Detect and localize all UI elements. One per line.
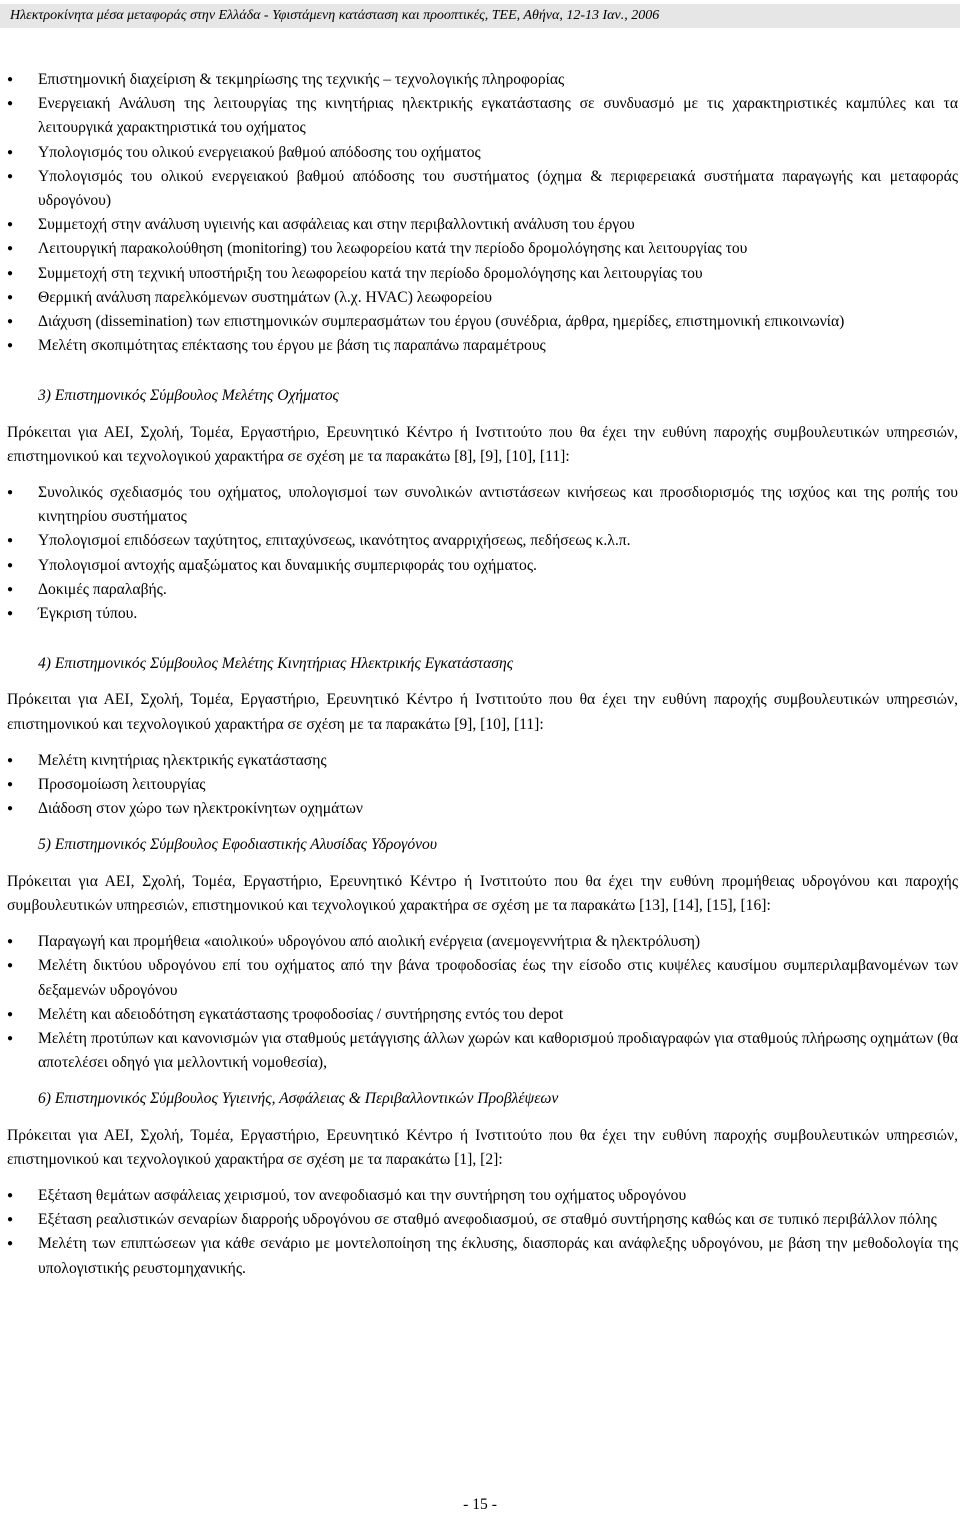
list-item: ● Μελέτη προτύπων και κανονισμών για σταθμούς μετάγγισης άλλων χωρών και καθορισμού προδιαγραφών για σταθμούς πλήρωσης οχημάτων (θα αποτελέσει οδηγό για μελλοντική νομοθεσία), <box>7 1027 958 1075</box>
list-item: ● Υπολογισμός του ολικού ενεργειακού βαθμού απόδοσης του συστήματος (όχημα & περιφερειακά συστήματα παραγωγής και μεταφοράς υδρογόνου) <box>7 165 958 213</box>
list-item: ● Διάδοση στον χώρο των ηλεκτροκίνητων οχημάτων <box>7 797 958 821</box>
section-5-title: 5) Επιστημονικός Σύμβουλος Εφοδιαστικής Αλυσίδας Υδρογόνου <box>38 836 437 854</box>
section-5-list <box>7 930 958 1075</box>
list-item: ● Προσομοίωση λειτουργίας <box>7 773 958 797</box>
list-item: ● Παραγωγή και προμήθεια «αιολικού» υδρογόνου από αιολική ενέργεια (ανεμογεννήτρια & ηλεκτρόλυση) <box>7 930 958 954</box>
section-4-title: 4) Επιστημονικός Σύμβουλος Μελέτης Κινητήριας Ηλεκτρικής Εγκατάστασης <box>38 655 514 673</box>
running-header: Ηλεκτροκίνητα μέσα μεταφοράς στην Ελλάδα - Υφιστάμενη κατάσταση και προοπτικές, ΤΕΕ, Αθήνα, 12-13 Ιαν., 2006 <box>0 4 960 28</box>
section-6-list <box>7 1184 958 1281</box>
section-4-list <box>7 749 958 822</box>
list-item: ● Ενεργειακή Ανάλυση της λειτουργίας της κινητήριας ηλεκτρικής εγκατάστασης σε συνδυασμό με τις χαρακτηριστικές καμπύλες και τα λειτουργικά χαρακτηριστικά του οχήματος <box>7 92 958 140</box>
task-list-1 <box>7 68 958 358</box>
list-item: ● Μελέτη και αδειοδότηση εγκατάστασης τροφοδοσίας / συντήρησης εντός του depot <box>7 1003 958 1027</box>
section-3-intro: Πρόκειται για ΑΕΙ, Σχολή, Τομέα, Εργαστήριο, Ερευνητικό Κέντρο ή Ινστιτούτο που θα έχει την ευθύνη παροχής συμβουλευτικών υπηρεσιών, επιστημονικού και τεχνολογικού χαρακτήρα σε σχέση με τα παρακάτω [8], [9], [10], [11]: <box>7 423 958 465</box>
list-item: ● Συμμετοχή στην ανάλυση υγιεινής και ασφάλειας και στην περιβαλλοντική ανάλυση του έργου <box>7 213 958 237</box>
list-item: ● Διάχυση (dissemination) των επιστημονικών συμπερασμάτων του έργου (συνέδρια, άρθρα, ημερίδες, επιστημονική επικοινωνία) <box>7 310 958 334</box>
section-4-intro: Πρόκειται για ΑΕΙ, Σχολή, Τομέα, Εργαστήριο, Ερευνητικό Κέντρο ή Ινστιτούτο που θα έχει την ευθύνη παροχής συμβουλευτικών υπηρεσιών, επιστημονικού και τεχνολογικού χαρακτήρα σε σχέση με τα παρακάτω [9], [10], [11]: <box>7 691 958 733</box>
list-item: ● Υπολογισμοί αντοχής αμαξώματος και δυναμικής συμπεριφοράς του οχήματος. <box>7 554 958 578</box>
section-5-intro: Πρόκειται για ΑΕΙ, Σχολή, Τομέα, Εργαστήριο, Ερευνητικό Κέντρο ή Ινστιτούτο που θα έχει την ευθύνη προμήθειας υδρογόνου και παροχής συμβουλευτικών υπηρεσιών, επιστημονικού και τεχνολογικού χαρακτήρα σε σχέση με τα παρακάτω [13], [14], [15], [16]: <box>7 872 958 914</box>
page-number: - 15 - <box>463 1496 497 1513</box>
section-3-title: 3) Επιστημονικός Σύμβουλος Μελέτης Οχήματος <box>38 387 339 405</box>
list-item: ● Εξέταση ρεαλιστικών σεναρίων διαρροής υδρογόνου σε σταθμό ανεφοδιασμού, σε σταθμό συντήρησης καθώς και σε τυπικό περιβάλλον πόλης <box>7 1208 958 1232</box>
list-item: ● Θερμική ανάλυση παρελκόμενων συστημάτων (λ.χ. HVAC) λεωφορείου <box>7 286 958 310</box>
list-item: ● Μελέτη των επιπτώσεων για κάθε σενάριο με μοντελοποίηση της έκλυσης, διασποράς και ανάφλεξης υδρογόνου, με βάση την μεθοδολογία της υπολογιστικής ρευστομηχανικής. <box>7 1232 958 1280</box>
list-item: ● Υπολογισμός του ολικού ενεργειακού βαθμού απόδοσης του οχήματος <box>7 141 958 165</box>
list-item: ● Εξέταση θεμάτων ασφάλειας χειρισμού, τον ανεφοδιασμό και την συντήρηση του οχήματος υδρογόνου <box>7 1184 958 1208</box>
page-body <box>7 68 958 1281</box>
list-item: ● Μελέτη κινητήριας ηλεκτρικής εγκατάστασης <box>7 749 958 773</box>
list-item: ● Συμμετοχή στη τεχνική υποστήριξη του λεωφορείου κατά την περίοδο δρομολόγησης και λειτουργίας του <box>7 262 958 286</box>
list-item: ● Επιστημονική διαχείριση & τεκμηρίωσης της τεχνικής – τεχνολογικής πληροφορίας <box>7 68 958 92</box>
list-item: ● Μελέτη δικτύου υδρογόνου επί του οχήματος από την βάνα τροφοδοσίας έως την είσοδο στις κυψέλες καυσίμου συμπεριλαμβανομένων των δεξαμενών υδρογόνου <box>7 954 958 1002</box>
list-item: ● Έγκριση τύπου. <box>7 602 958 626</box>
list-item: ● Υπολογισμοί επιδόσεων ταχύτητος, επιταχύνσεως, ικανότητος αναρριχήσεως, πεδήσεως κ.λ.π. <box>7 529 958 553</box>
list-item: ● Συνολικός σχεδιασμός του οχήματος, υπολογισμοί των συνολικών αντιστάσεων κινήσεως και προσδιορισμός της ισχύος και της ροπής του κινητηρίου συστήματος <box>7 481 958 529</box>
list-item: ● Λειτουργική παρακολούθηση (monitoring) του λεωφορείου κατά την περίοδο δρομολόγησης και λειτουργίας του <box>7 237 958 261</box>
section-3-list <box>7 481 958 626</box>
section-6-title: 6) Επιστημονικός Σύμβουλος Υγιεινής, Ασφάλειας & Περιβαλλοντικών Προβλέψεων <box>38 1090 559 1108</box>
section-6-intro: Πρόκειται για ΑΕΙ, Σχολή, Τομέα, Εργαστήριο, Ερευνητικό Κέντρο ή Ινστιτούτο που θα έχει την ευθύνη παροχής συμβουλευτικών υπηρεσιών, επιστημονικού και τεχνολογικού χαρακτήρα σε σχέση με τα παρακάτω [1], [2]: <box>7 1126 958 1168</box>
list-item: ● Μελέτη σκοπιμότητας επέκτασης του έργου με βάση τις παραπάνω παραμέτρους <box>7 334 958 358</box>
list-item: ● Δοκιμές παραλαβής. <box>7 578 958 602</box>
